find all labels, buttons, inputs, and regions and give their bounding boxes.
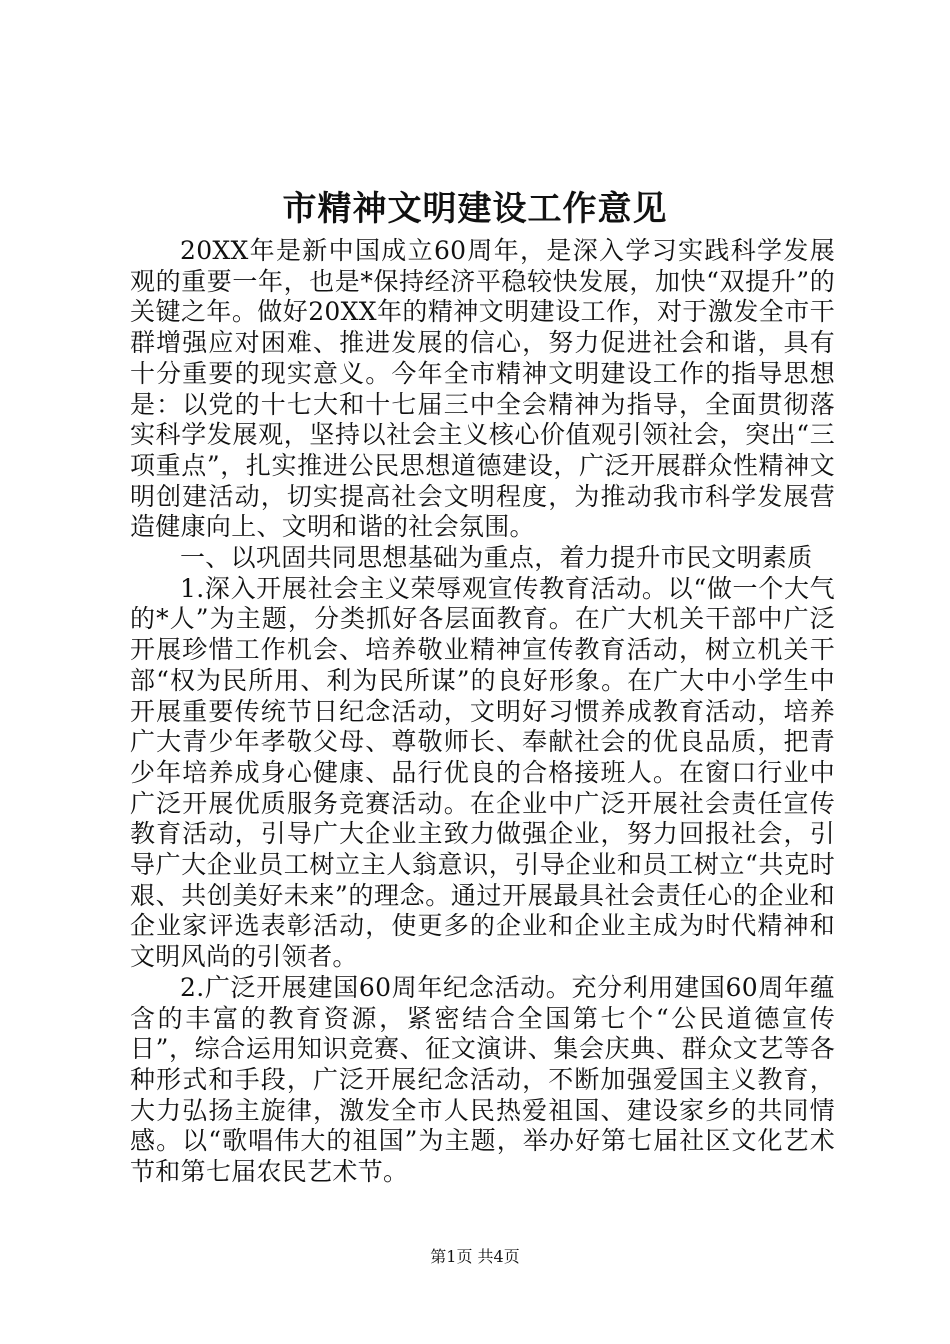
document-body (130, 236, 835, 1188)
paragraph-item-2: 2.广泛开展建国60周年纪念活动。充分利用建国60周年蕴含的丰富的教育资源，紧密结合全国第七个“公民道德宣传日”，综合运用知识竞赛、征文演讲、集会庆典、群众文艺等各种形式和手段，广泛开展纪念活动，不断加强爱国主义教育，大力弘扬主旋律，激发全市人民热爱祖国、建设家乡的共同情感。以“歌唱伟大的祖国”为主题，举办好第七届社区文化艺术节和第七届农民艺术节。 (130, 972, 835, 1187)
paragraph-intro: 20XX年是新中国成立60周年，是深入学习实践科学发展观的重要一年，也是*保持经济平稳较快发展，加快“双提升”的关键之年。做好20XX年的精神文明建设工作，对于激发全市干群增强应对困难、推进发展的信心，努力促进社会和谐，具有十分重要的现实意义。今年全市精神文明建设工作的指导思想是：以党的十七大和十七届三中全会精神为指导，全面贯彻落实科学发展观，坚持以社会主义核心价值观引领社会，突出“三项重点”，扎实推进公民思想道德建设，广泛开展群众性精神文明创建活动，切实提高社会文明程度，为推动我市科学发展营造健康向上、文明和谐的社会氛围。 (130, 236, 835, 542)
page-number-footer: 第1页 共4页 (430, 1247, 520, 1266)
paragraph-item-1: 1.深入开展社会主义荣辱观宣传教育活动。以“做一个大气的*人”为主题，分类抓好各层面教育。在广大机关干部中广泛开展珍惜工作机会、培养敬业精神宣传教育活动，树立机关干部“权为民所用、利为民所谋”的良好形象。在广大中小学生中开展重要传统节日纪念活动，文明好习惯养成教育活动，培养广大青少年孝敬父母、尊敬师长、奉献社会的优良品质，把青少年培养成身心健康、品行优良的合格接班人。在窗口行业中广泛开展优质服务竞赛活动。在企业中广泛开展社会责任宣传教育活动，引导广大企业主致力做强企业，努力回报社会，引导广大企业员工树立主人翁意识，引导企业和员工树立“共克时艰、共创美好未来”的理念。通过开展最具社会责任心的企业和企业家评选表彰活动，使更多的企业和企业主成为时代精神和文明风尚的引领者。 (130, 573, 835, 972)
document-title: 市精神文明建设工作意见 (282, 189, 668, 229)
section-heading-1: 一、以巩固共同思想基础为重点，着力提升市民文明素质 (180, 543, 813, 573)
